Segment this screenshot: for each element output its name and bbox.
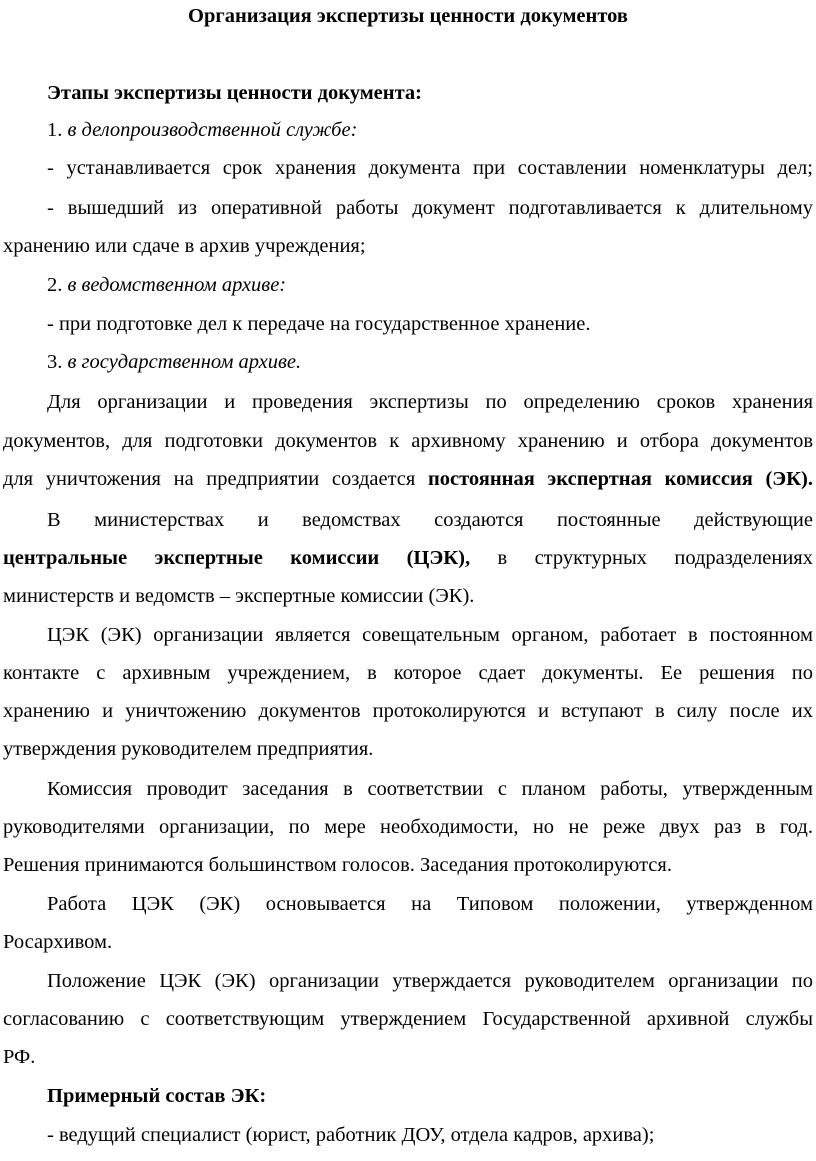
stage-2-number: 2. bbox=[47, 274, 68, 296]
stage-1 bbox=[47, 117, 357, 143]
stage-2 bbox=[47, 272, 286, 298]
stage-3-place: в государственном архиве. bbox=[67, 351, 302, 373]
stages-heading: Этапы экспертизы ценности документа: bbox=[47, 82, 422, 104]
paragraph-2-line-3: министерств и ведомств – экспертные комиссии (ЭК). bbox=[3, 585, 475, 607]
paragraph-4-line-2: руководителями организации, по мере необходимости, но не реже двух раз в год. bbox=[3, 816, 813, 838]
stage-3 bbox=[47, 349, 301, 375]
stage-2-place: в ведомственном архиве: bbox=[67, 274, 287, 296]
paragraph-2-line-1: В министерствах и ведомствах создаются постоянные действующие bbox=[47, 509, 813, 531]
stage-1-item-1: - устанавливается срок хранения документа при составлении номенклатуры дел; bbox=[47, 157, 813, 179]
stage-1-number: 1. bbox=[47, 119, 68, 141]
paragraph-3-line-1: ЦЭК (ЭК) организации является совещательным органом, работает в постоянном bbox=[47, 624, 813, 646]
paragraph-5-line-2: Росархивом. bbox=[3, 931, 113, 953]
paragraph-4-line-1: Комиссия проводит заседания в соответствии с планом работы, утвержденным bbox=[47, 778, 813, 800]
paragraph-5-line-1: Работа ЦЭК (ЭК) основывается на Типовом положении, утвержденном bbox=[47, 893, 813, 915]
paragraph-3-line-4: утверждения руководителем предприятия. bbox=[3, 738, 374, 760]
composition-heading: Примерный состав ЭК: bbox=[47, 1085, 267, 1107]
paragraph-4-line-3: Решения принимаются большинством голосов. Заседания протоколируются. bbox=[3, 854, 672, 876]
stage-1-place: в делопроизводственной службе: bbox=[67, 119, 358, 141]
paragraph-3-line-3: хранению и уничтожению документов протоколируются и вступают в силу после их bbox=[3, 700, 813, 722]
stage-1-item-2-line-1: - вышедший из оперативной работы документ подготавливается к длительному bbox=[47, 197, 813, 219]
paragraph-2-line-2 bbox=[3, 545, 813, 571]
composition-item-1: - ведущий специалист (юрист, работник ДОУ, отдела кадров, архива); bbox=[47, 1124, 655, 1146]
commission-term: постоянная экспертная комиссия (ЭК). bbox=[427, 468, 813, 490]
paragraph-6-line-2: согласованию с соответствующим утверждением Государственной архивной службы bbox=[3, 1008, 813, 1030]
stage-3-number: 3. bbox=[47, 351, 68, 373]
paragraph-6-line-3: РФ. bbox=[3, 1046, 36, 1068]
stage-2-item-1: - при подготовке дел к передаче на государственное хранение. bbox=[47, 313, 591, 335]
paragraph-6-line-1: Положение ЦЭК (ЭК) организации утверждается руководителем организации по bbox=[47, 970, 813, 992]
document-title: Организация экспертизы ценности документов bbox=[188, 5, 628, 27]
paragraph-1-line-3 bbox=[3, 466, 813, 492]
paragraph-1-line-2: документов, для подготовки документов к архивному хранению и отбора документов bbox=[3, 430, 813, 452]
paragraph-1-line-1: Для организации и проведения экспертизы по определению сроков хранения bbox=[47, 391, 813, 413]
paragraph-2-line-2-text: в структурных подразделениях bbox=[470, 547, 813, 569]
paragraph-3-line-2: контакте с архивным учреждением, в которое сдает документы. Ее решения по bbox=[3, 662, 813, 684]
stage-1-item-2-line-2: хранению или сдаче в архив учреждения; bbox=[3, 235, 366, 257]
central-commission-term: центральные экспертные комиссии (ЦЭК), bbox=[3, 547, 471, 569]
paragraph-1-line-3-text: для уничтожения на предприятии создается bbox=[3, 468, 428, 490]
